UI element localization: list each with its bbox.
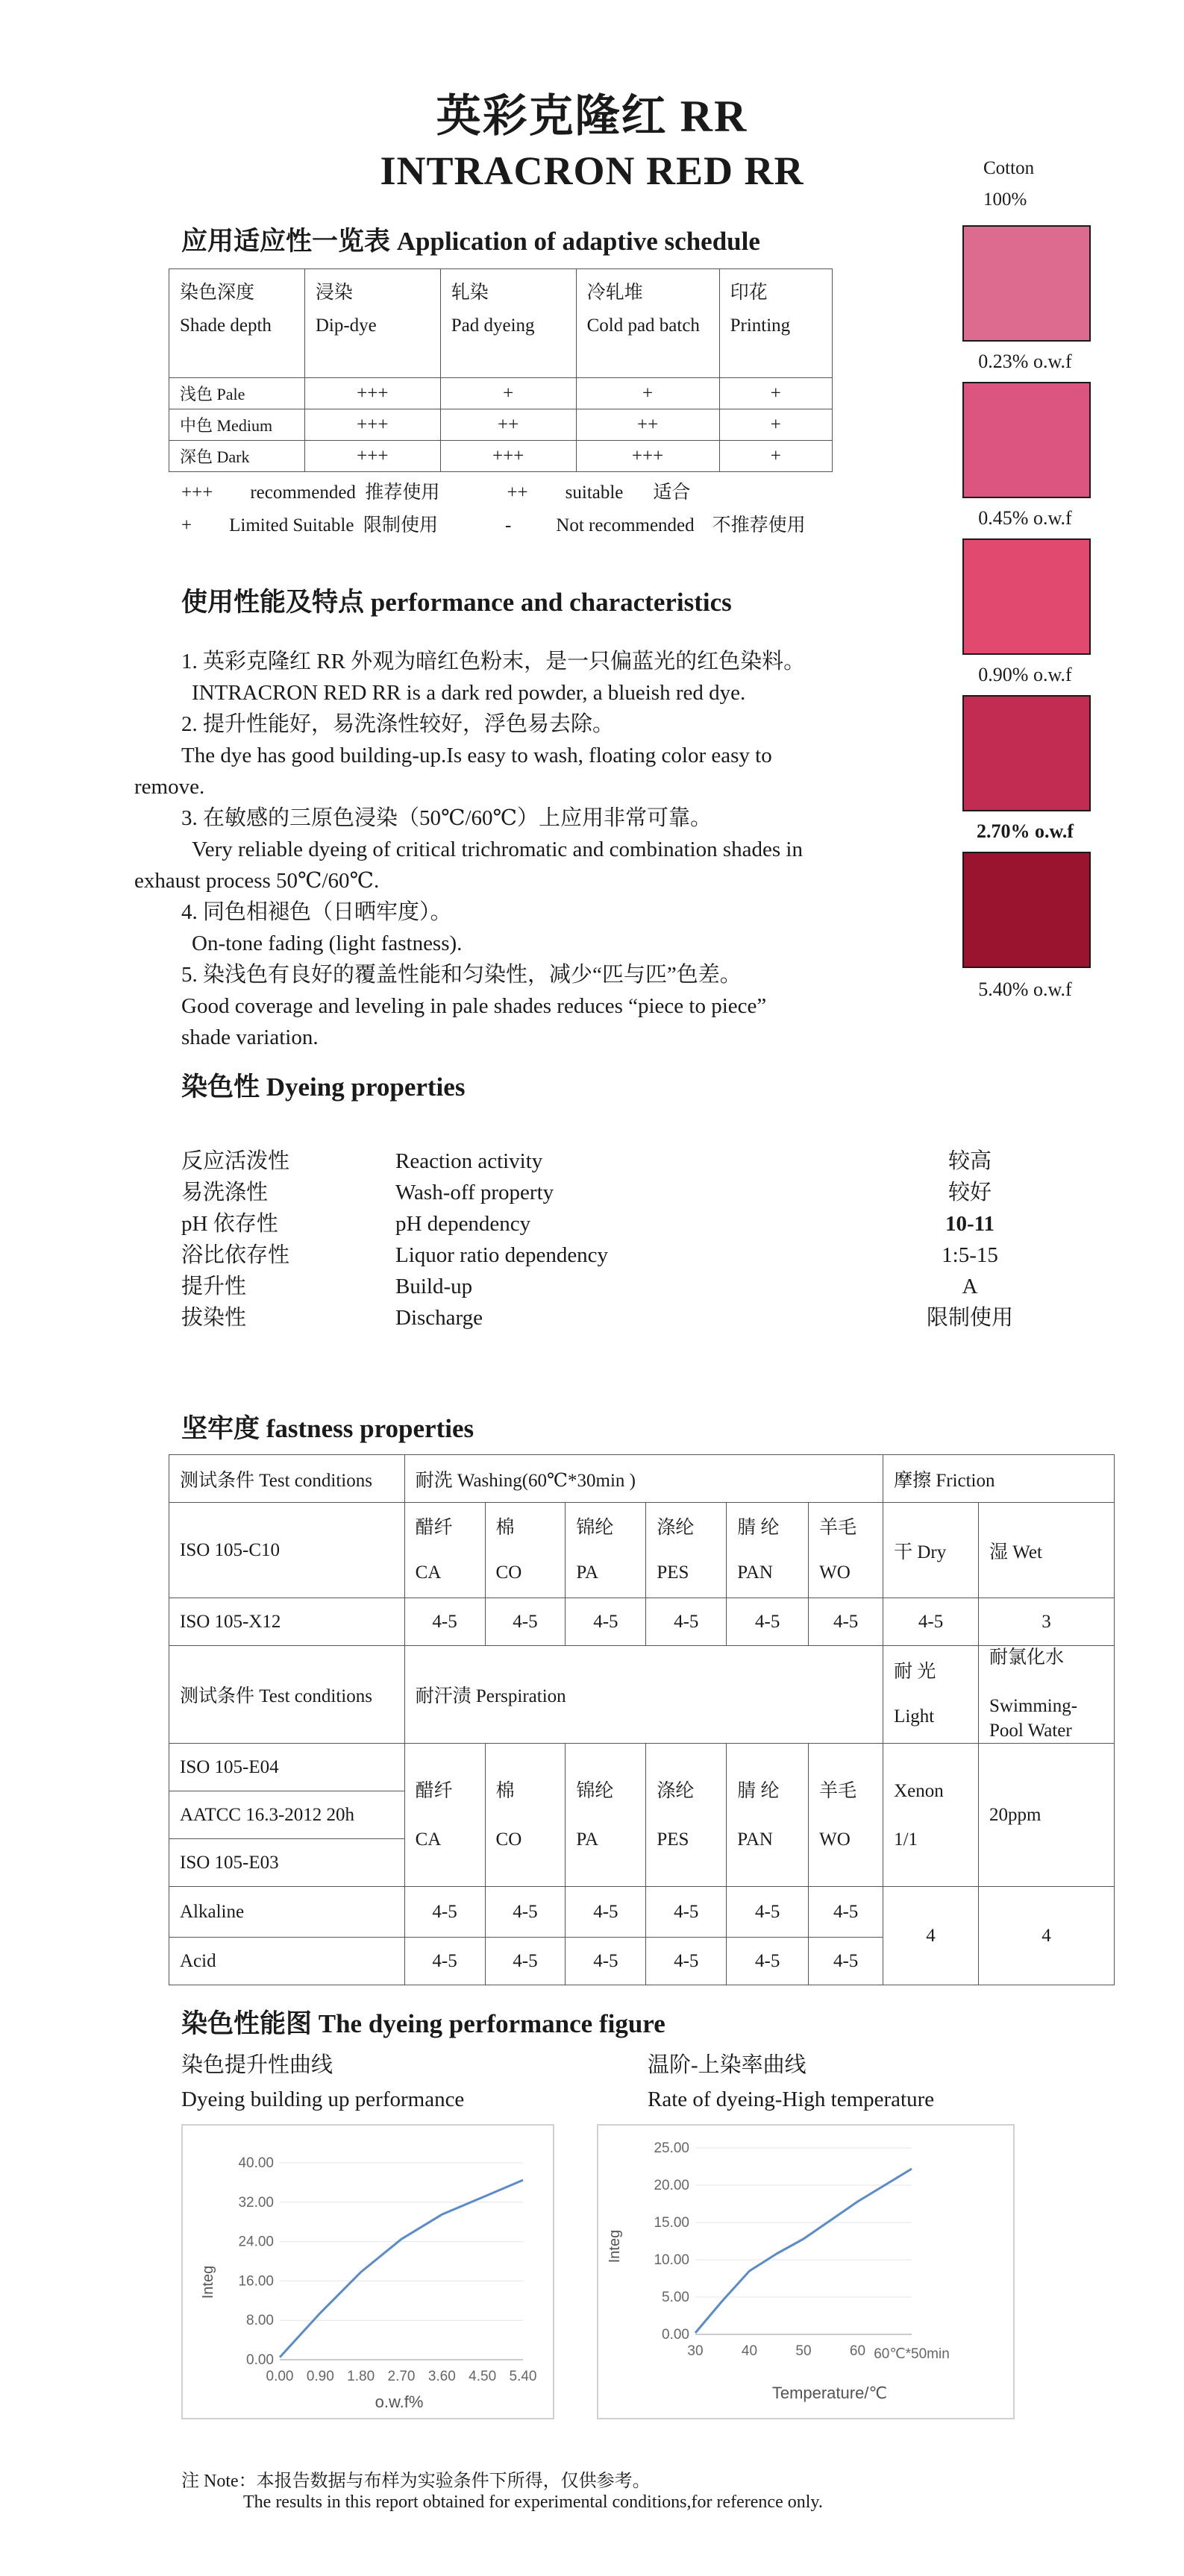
fastness-heading: 坚牢度 fastness properties: [181, 1414, 474, 1443]
perf-line-5: 3. 在敏感的三原色浸染（50℃/60℃）上应用非常可靠。: [181, 806, 712, 830]
fast-pool-result: 4: [979, 1887, 1115, 1985]
chart-rate-svg: [598, 2126, 1013, 2418]
prop-value-5: 限制使用: [926, 1306, 1013, 1330]
fast-fiber-1: 棉 CO: [485, 1503, 566, 1598]
fast-dry: 干 Dry: [883, 1503, 979, 1598]
right-chart-title-cn: 温阶-上染率曲线: [648, 2053, 806, 2077]
fast-perspiration: 耐汗渍 Perspiration: [404, 1646, 883, 1744]
fast-test-conditions-1: 测试条件 Test conditions: [169, 1455, 405, 1503]
note-en: The results in this report obtained for experimental conditions,for reference only.: [243, 2492, 823, 2512]
x-tick-label: 50: [795, 2343, 812, 2359]
y-tick-label: 8.00: [246, 2313, 274, 2329]
app-header-cold: 冷轧堆 Cold pad batch: [576, 269, 719, 378]
perf-line-6: Very reliable dyeing of critical trichromatic and combination shades in: [192, 838, 803, 861]
y-tick-label: 32.00: [238, 2194, 274, 2211]
table-row: 深色 Dark +++ +++ +++ +: [169, 441, 833, 472]
fast-p-fiber-5: 羊毛 WO: [809, 1744, 883, 1887]
y-tick-label: 20.00: [654, 2178, 689, 2193]
swatch-3: [962, 695, 1091, 811]
fastness-table: [169, 1454, 1115, 1985]
table-row: ISO 105-X12 4-5 4-5 4-5 4-5 4-5 4-5 4-5 3: [169, 1598, 1115, 1646]
prop-value-0: 较高: [947, 1149, 992, 1173]
application-heading: 应用适应性一览表 Application of adaptive schedule: [181, 227, 760, 256]
title-cn: 英彩克隆红 RR: [436, 92, 748, 141]
perf-line-9: On-tone fading (light fastness).: [192, 932, 463, 955]
title-en: INTRACRON RED RR: [380, 148, 804, 193]
right-chart-title-en: Rate of dyeing-High temperature: [648, 2087, 935, 2111]
y-tick-label: 40.00: [238, 2155, 274, 2171]
x-tick-label: 3.60: [427, 2369, 456, 2384]
swatch-label-3: 2.70% o.w.f: [977, 820, 1074, 842]
fast-friction: 摩擦 Friction: [883, 1455, 1115, 1503]
fast-xenon: Xenon 1/1: [883, 1744, 979, 1887]
fast-fiber-0: 醋纤 CA: [404, 1503, 485, 1598]
fast-std-0: ISO 105-E04: [169, 1744, 405, 1791]
y-tick-label: 0.00: [246, 2352, 274, 2368]
prop-en-1: Wash-off property: [395, 1181, 554, 1204]
fast-p-fiber-3: 涤纶 PES: [646, 1744, 727, 1887]
swatch-header-fiber: Cotton: [983, 158, 1035, 178]
swatch-label-2: 0.90% o.w.f: [978, 664, 1072, 685]
swatch-2: [962, 538, 1091, 655]
left-chart-title-cn: 染色提升性曲线: [181, 2053, 333, 2077]
fast-washing: 耐洗 Washing(60℃*30min ): [404, 1455, 883, 1503]
perf-line-7: exhaust process 50℃/60℃.: [134, 869, 380, 893]
series-line: [695, 2169, 912, 2333]
performance-heading: 使用性能及特点 performance and characteristics: [181, 588, 732, 617]
fast-light: 耐 光 Light: [883, 1646, 979, 1744]
perf-line-1: INTRACRON RED RR is a dark red powder, a blueish red dye.: [192, 681, 746, 705]
x-tick-label: 4.50: [469, 2369, 497, 2384]
left-chart-title-en: Dyeing building up performance: [181, 2087, 465, 2111]
y-tick-label: 15.00: [654, 2215, 689, 2231]
table-row: Acid 4-5 4-5 4-5 4-5 4-5 4-5: [169, 1938, 1115, 1985]
table-row: 中色 Medium +++ ++ ++ +: [169, 409, 833, 441]
application-table: [169, 268, 833, 472]
app-header-dip: 浸染 Dip-dye: [304, 269, 440, 378]
legend-line-2: + Limited Suitable 限制使用 - Not recommended 不推荐使用: [181, 515, 806, 535]
x-tick-label: 40: [741, 2343, 758, 2359]
chart0-ylabel: Integ: [200, 2265, 216, 2299]
swatch-header-percent: 100%: [983, 189, 1027, 210]
app-header-print: 印花 Printing: [719, 269, 832, 378]
prop-cn-1: 易洗涤性: [181, 1181, 269, 1204]
series-line: [280, 2180, 523, 2357]
perf-line-12: shade variation.: [181, 1025, 319, 1049]
perf-line-0: 1. 英彩克隆红 RR 外观为暗红色粉末，是一只偏蓝光的红色染料。: [181, 650, 806, 673]
fast-fiber-4: 腈 纶 PAN: [727, 1503, 809, 1598]
y-tick-label: 25.00: [654, 2140, 689, 2156]
fast-p-fiber-1: 棉 CO: [485, 1744, 566, 1887]
prop-value-4: A: [962, 1275, 978, 1298]
perf-line-3: The dye has good building-up.Is easy to wash, floating color easy to: [181, 744, 772, 767]
swatch-0: [962, 225, 1091, 342]
legend-line-1: +++ recommended 推荐使用 ++ suitable 适合: [181, 483, 691, 503]
x-tick-label-extra: 60℃*50min: [874, 2346, 950, 2362]
x-tick-label: 0.00: [266, 2369, 294, 2384]
fast-pool-value: 20ppm: [979, 1744, 1115, 1887]
chart0-xlabel: o.w.f%: [375, 2393, 424, 2411]
table-row: 浅色 Pale +++ + + +: [169, 378, 833, 409]
note-cn: 注 Note：本报告数据与布样为实验条件下所得，仅供参考。: [181, 2472, 651, 2491]
prop-en-3: Liquor ratio dependency: [395, 1243, 609, 1267]
chart-rate: [597, 2124, 1015, 2419]
fast-fiber-3: 涤纶 PES: [646, 1503, 727, 1598]
fast-p-fiber-4: 腈 纶 PAN: [727, 1744, 809, 1887]
fast-p-fiber-0: 醋纤 CA: [404, 1744, 485, 1887]
prop-en-4: Build-up: [395, 1275, 473, 1298]
chart-building-up-svg: [183, 2126, 553, 2418]
x-tick-label: 60: [849, 2343, 866, 2359]
app-header-depth: 染色深度 Shade depth: [169, 269, 305, 378]
dyeing-properties-heading: 染色性 Dyeing properties: [181, 1072, 466, 1102]
fast-p-fiber-2: 锦纶 PA: [566, 1744, 646, 1887]
prop-value-2: 10-11: [945, 1212, 995, 1236]
prop-cn-0: 反应活泼性: [181, 1149, 290, 1173]
prop-cn-4: 提升性: [181, 1275, 247, 1298]
perf-line-11: Good coverage and leveling in pale shades reduces “piece to piece”: [181, 994, 767, 1018]
chart1-xlabel: Temperature/℃: [771, 2384, 888, 2402]
chart1-ylabel: Integ: [607, 2229, 623, 2264]
app-header-pad: 轧染 Pad dyeing: [440, 269, 576, 378]
prop-en-2: pH dependency: [395, 1212, 531, 1236]
swatch-1: [962, 382, 1091, 498]
swatch-label-1: 0.45% o.w.f: [978, 507, 1072, 529]
figures-heading: 染色性能图 The dyeing performance figure: [181, 2009, 665, 2038]
x-tick-label: 0.90: [306, 2369, 334, 2384]
fast-fiber-2: 锦纶 PA: [566, 1503, 646, 1598]
fast-fiber-5: 羊毛 WO: [809, 1503, 883, 1598]
fast-wet: 湿 Wet: [979, 1503, 1115, 1598]
prop-en-5: Discharge: [395, 1306, 483, 1330]
fast-std-2: ISO 105-E03: [169, 1839, 405, 1887]
perf-line-10: 5. 染浅色有良好的覆盖性能和匀染性，减少“匹与匹”色差。: [181, 963, 742, 987]
prop-value-3: 1:5-15: [942, 1243, 998, 1267]
perf-line-8: 4. 同色相褪色（日晒牢度）。: [181, 900, 452, 924]
fast-pool: 耐氯化水 Swimming-Pool Water: [979, 1646, 1115, 1744]
y-tick-label: 10.00: [654, 2252, 689, 2268]
perf-line-4: remove.: [134, 775, 205, 799]
y-tick-label: 0.00: [662, 2327, 689, 2343]
x-tick-label: 5.40: [509, 2369, 537, 2384]
swatch-label-4: 5.40% o.w.f: [978, 978, 1072, 1000]
perf-line-2: 2. 提升性能好，易洗涤性较好，浮色易去除。: [181, 712, 615, 736]
fast-test-conditions-2: 测试条件 Test conditions: [169, 1646, 405, 1744]
prop-value-1: 较好: [947, 1181, 992, 1204]
fast-iso-c10: ISO 105-C10: [169, 1503, 405, 1598]
x-tick-label: 1.80: [347, 2369, 375, 2384]
y-tick-label: 16.00: [238, 2273, 274, 2290]
x-tick-label: 2.70: [387, 2369, 416, 2384]
table-row: Alkaline 4-5 4-5 4-5 4-5 4-5 4-5 4 4: [169, 1887, 1115, 1938]
prop-cn-3: 浴比依存性: [181, 1243, 290, 1267]
fast-light-value: 4: [883, 1887, 979, 1985]
swatch-label-0: 0.23% o.w.f: [978, 351, 1072, 372]
prop-en-0: Reaction activity: [395, 1149, 543, 1173]
y-tick-label: 24.00: [238, 2234, 274, 2250]
prop-cn-2: pH 依存性: [181, 1212, 278, 1236]
fast-std-1: AATCC 16.3-2012 20h: [169, 1791, 405, 1839]
prop-cn-5: 拔染性: [181, 1306, 247, 1330]
y-tick-label: 5.00: [662, 2290, 689, 2305]
swatch-4: [962, 852, 1091, 968]
x-tick-label: 30: [687, 2343, 704, 2359]
chart-building-up: [181, 2124, 554, 2419]
